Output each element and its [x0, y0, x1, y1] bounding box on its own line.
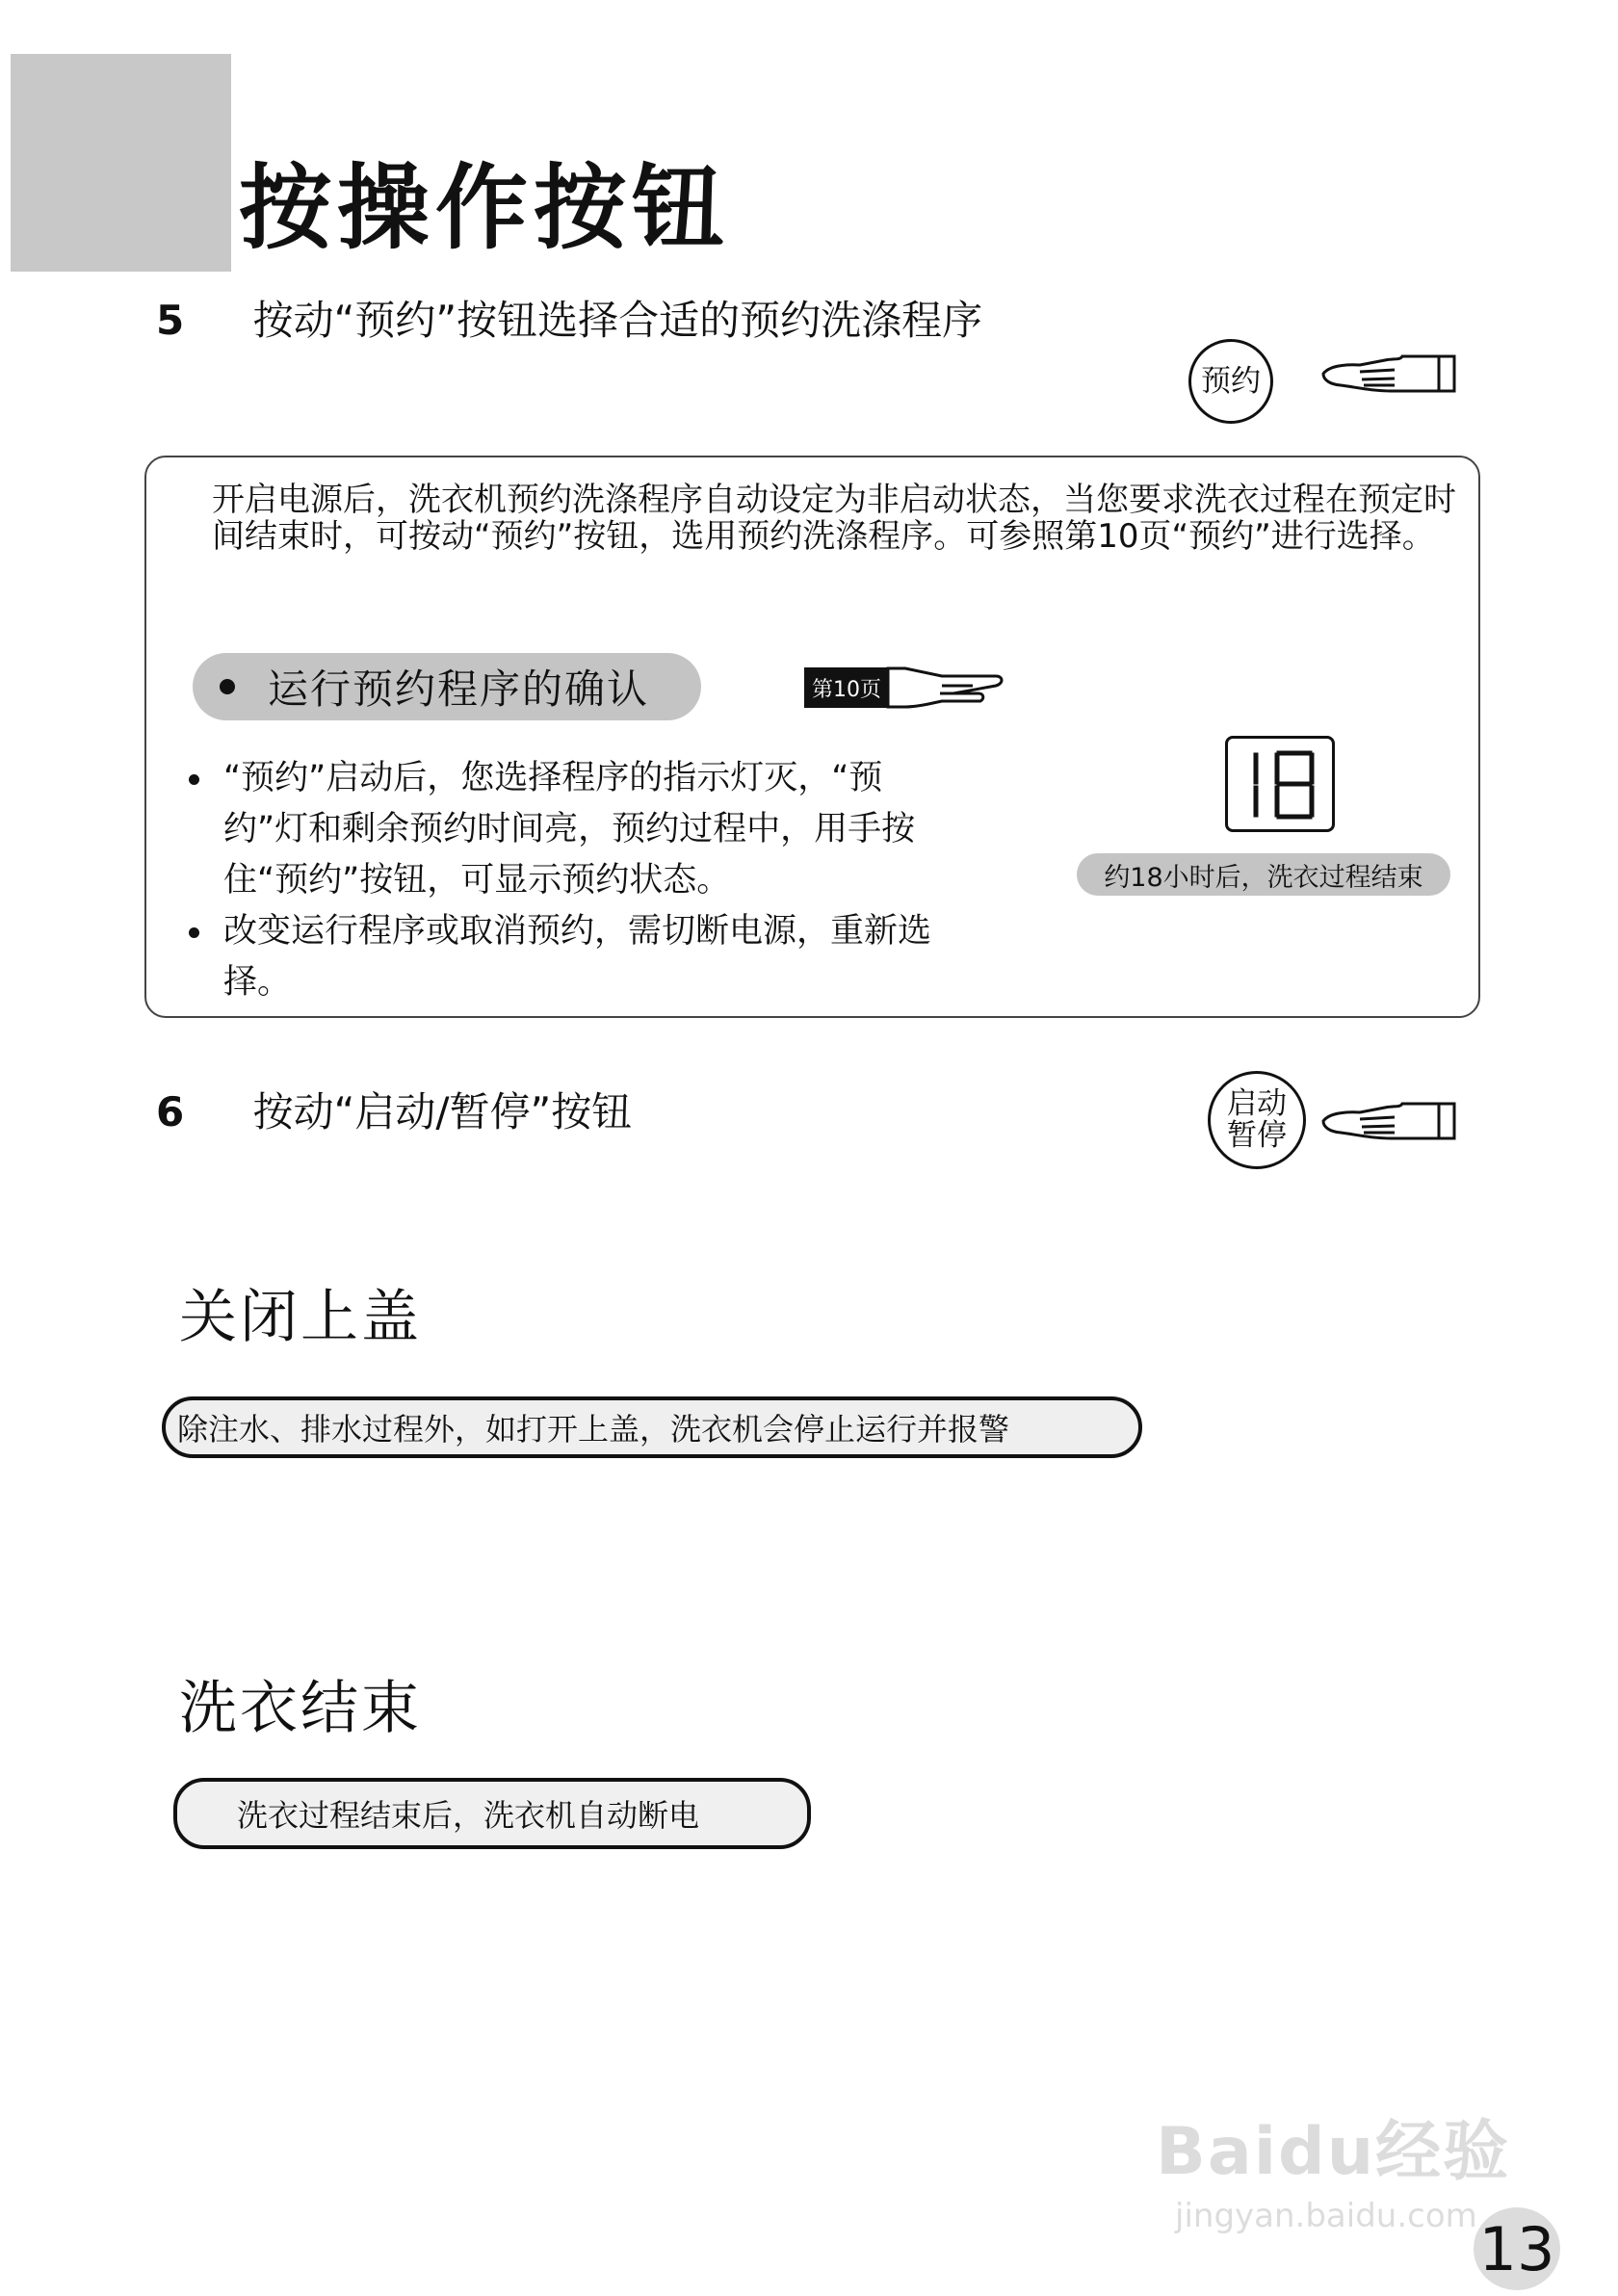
- bullet-dot-icon: [220, 679, 235, 694]
- step-5-number: 5: [156, 297, 185, 344]
- start-pause-label-2: 暂停: [1227, 1118, 1287, 1153]
- step-6-number: 6: [156, 1088, 185, 1135]
- wash-end-title: 洗衣结束: [179, 1675, 422, 1742]
- pointing-hand-icon: [1318, 1086, 1462, 1144]
- confirm-heading-pill: [193, 653, 701, 720]
- page-number: 13: [1474, 2207, 1560, 2290]
- watermark-url: jingyan.baidu.com: [1175, 2197, 1477, 2235]
- close-lid-title: 关闭上盖: [179, 1284, 422, 1351]
- step-6-line: [156, 1088, 633, 1135]
- bullet-item-1-text: “预约”启动后，您选择程序的指示灯灭，“预约”灯和剩余预约时间亮，预约过程中，用手按住“预约”按钮，可显示预约状态。: [223, 759, 916, 900]
- reserve-button-icon: [1188, 339, 1273, 424]
- confirm-heading: 运行预约程序的确认: [268, 665, 650, 713]
- page-title: 按操作按钮: [239, 154, 730, 262]
- close-lid-note: [162, 1396, 1142, 1458]
- wash-end-note-text: 洗衣过程结束后，洗衣机自动断电: [237, 1797, 700, 1834]
- time-display: [1225, 736, 1335, 832]
- step-5-line: [156, 297, 983, 344]
- pointing-hand-icon: [1318, 339, 1462, 397]
- page-ref-badge: 第10页: [804, 667, 889, 708]
- seven-segment-digits-icon: [1237, 745, 1323, 822]
- start-pause-label-1: 启动: [1227, 1086, 1287, 1122]
- bullet-item-2-text: 改变运行程序或取消预约，需切断电源，重新选择。: [223, 912, 932, 1002]
- header-gray-block: [11, 54, 231, 272]
- display-caption: 约18小时后，洗衣过程结束: [1077, 853, 1450, 896]
- step-5-text: 按动“预约”按钮选择合适的预约洗涤程序: [252, 297, 983, 344]
- watermark-brand: Baidu经验: [1156, 2114, 1511, 2190]
- step-6-text: 按动“启动/暂停”按钮: [252, 1088, 633, 1135]
- close-lid-note-text: 除注水、排水过程外，如打开上盖，洗衣机会停止运行并报警: [177, 1411, 1010, 1448]
- start-pause-button-icon: [1208, 1071, 1306, 1169]
- bullet-item-2: [183, 906, 953, 1008]
- wash-end-note: [173, 1778, 811, 1849]
- reserve-button-label: 预约: [1201, 363, 1261, 399]
- pointing-hand-right-icon: [884, 657, 1009, 715]
- info-paragraph: 开启电源后，洗衣机预约洗涤程序自动设定为非启动状态，当您要求洗衣过程在预定时间结束时，可按动“预约”按钮，选用预约洗涤程序。可参照第10页“预约”进行选择。: [212, 481, 1456, 556]
- bullet-list: [183, 753, 953, 1008]
- bullet-item-1: [183, 753, 953, 906]
